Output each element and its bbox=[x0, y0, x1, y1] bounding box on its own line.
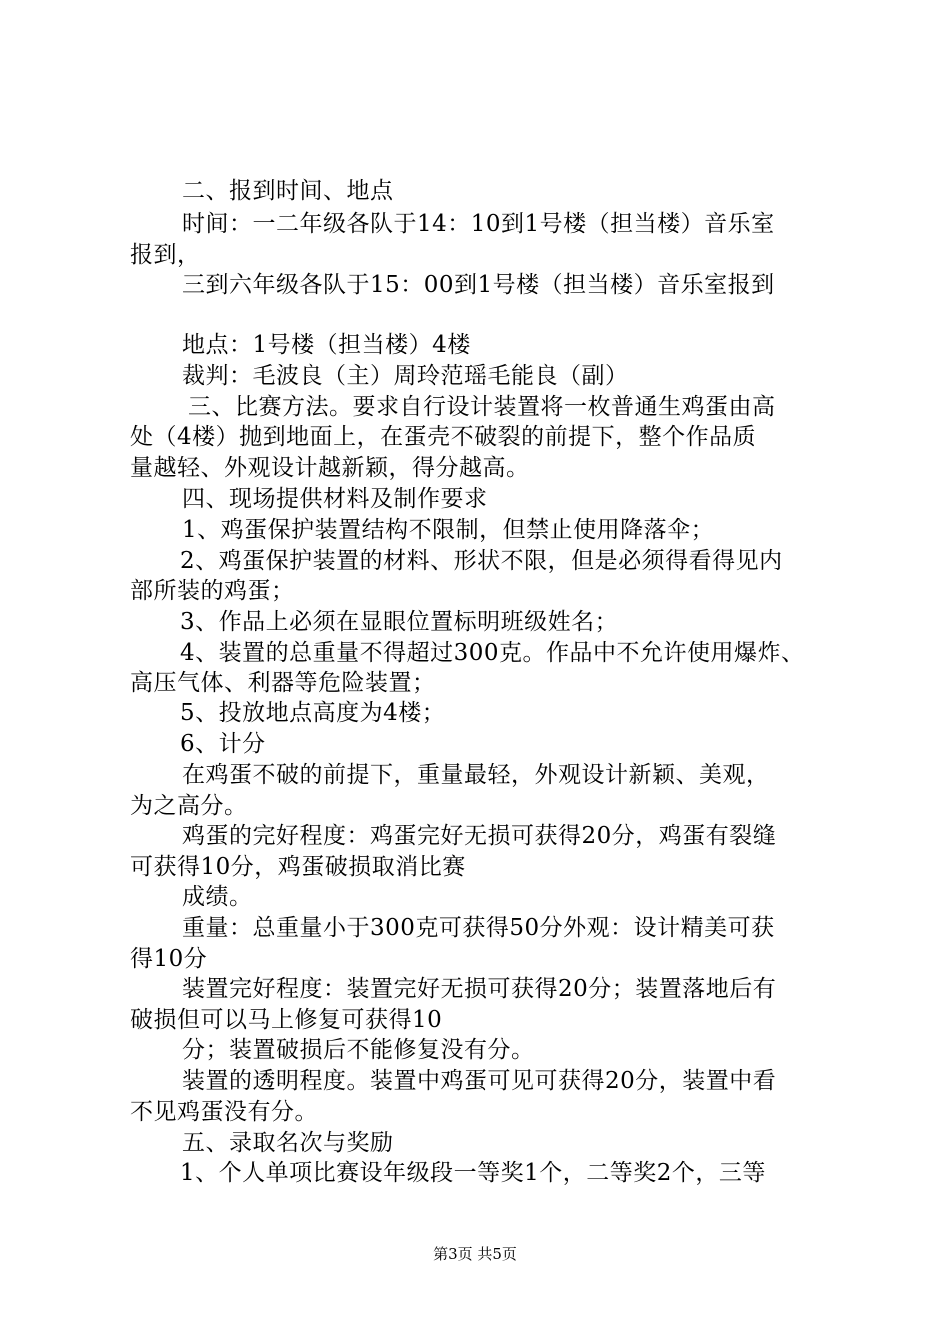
paragraph-line: 装置完好程度：装置完好无损可获得20分；装置落地后有 bbox=[182, 976, 777, 1002]
section-heading: 四、现场提供材料及制作要求 bbox=[182, 486, 488, 512]
paragraph-line: 三到六年级各队于15：00到1号楼（担当楼）音乐室报到 bbox=[182, 272, 775, 298]
paragraph-line: 部所装的鸡蛋； bbox=[130, 578, 295, 604]
paragraph-line: 破损但可以马上修复可获得10 bbox=[130, 1007, 443, 1033]
paragraph-line: 成绩。 bbox=[182, 884, 253, 910]
paragraph-line: 不见鸡蛋没有分。 bbox=[130, 1099, 318, 1125]
page-number-footer: 第3页 共5页 bbox=[433, 1245, 517, 1263]
list-item: 1、鸡蛋保护装置结构不限制，但禁止使用降落伞； bbox=[182, 517, 715, 543]
section-heading: 五、录取名次与奖励 bbox=[182, 1130, 394, 1156]
paragraph-line: 装置的透明程度。装置中鸡蛋可见可获得20分，装置中看 bbox=[182, 1068, 777, 1094]
section-heading: 二、报到时间、地点 bbox=[182, 178, 394, 204]
list-item: 4、装置的总重量不得超过300克。作品中不允许使用爆炸、 bbox=[180, 640, 805, 666]
paragraph-line: 为之高分。 bbox=[130, 793, 248, 819]
paragraph-line: 时间：一二年级各队于14：10到1号楼（担当楼）音乐室 bbox=[182, 211, 775, 237]
paragraph-line: 处（4楼）抛到地面上，在蛋壳不破裂的前提下，整个作品质 bbox=[130, 424, 757, 450]
list-item: 6、计分 bbox=[180, 731, 266, 757]
paragraph-line: 分；装置破损后不能修复没有分。 bbox=[182, 1037, 535, 1063]
paragraph-line: 在鸡蛋不破的前提下，重量最轻，外观设计新颖、美观， bbox=[182, 762, 770, 788]
list-item: 5、投放地点高度为4楼； bbox=[180, 700, 446, 726]
list-item: 2、鸡蛋保护装置的材料、形状不限，但是必须得看得见内 bbox=[180, 548, 783, 574]
paragraph-line: 裁判：毛波良（主）周玲范瑶毛能良（副） bbox=[182, 363, 629, 389]
paragraph-line: 量越轻、外观设计越新颖，得分越高。 bbox=[130, 455, 530, 481]
list-item: 1、个人单项比赛设年级段一等奖1个，二等奖2个，三等 bbox=[180, 1160, 766, 1186]
paragraph-line: 得10分 bbox=[130, 946, 208, 972]
paragraph-line: 报到， bbox=[130, 242, 201, 268]
section-heading: 三、比赛方法。要求自行设计装置将一枚普通生鸡蛋由高 bbox=[188, 394, 776, 420]
paragraph-line: 鸡蛋的完好程度：鸡蛋完好无损可获得20分，鸡蛋有裂缝 bbox=[182, 823, 777, 849]
list-item: 3、作品上必须在显眼位置标明班级姓名； bbox=[180, 609, 619, 635]
paragraph-line: 高压气体、利器等危险装置； bbox=[130, 670, 436, 696]
paragraph-line: 可获得10分，鸡蛋破损取消比赛 bbox=[130, 854, 466, 880]
paragraph-line: 地点：1号楼（担当楼）4楼 bbox=[182, 332, 471, 358]
paragraph-line: 重量：总重量小于300克可获得50分外观：设计精美可获 bbox=[182, 915, 775, 941]
